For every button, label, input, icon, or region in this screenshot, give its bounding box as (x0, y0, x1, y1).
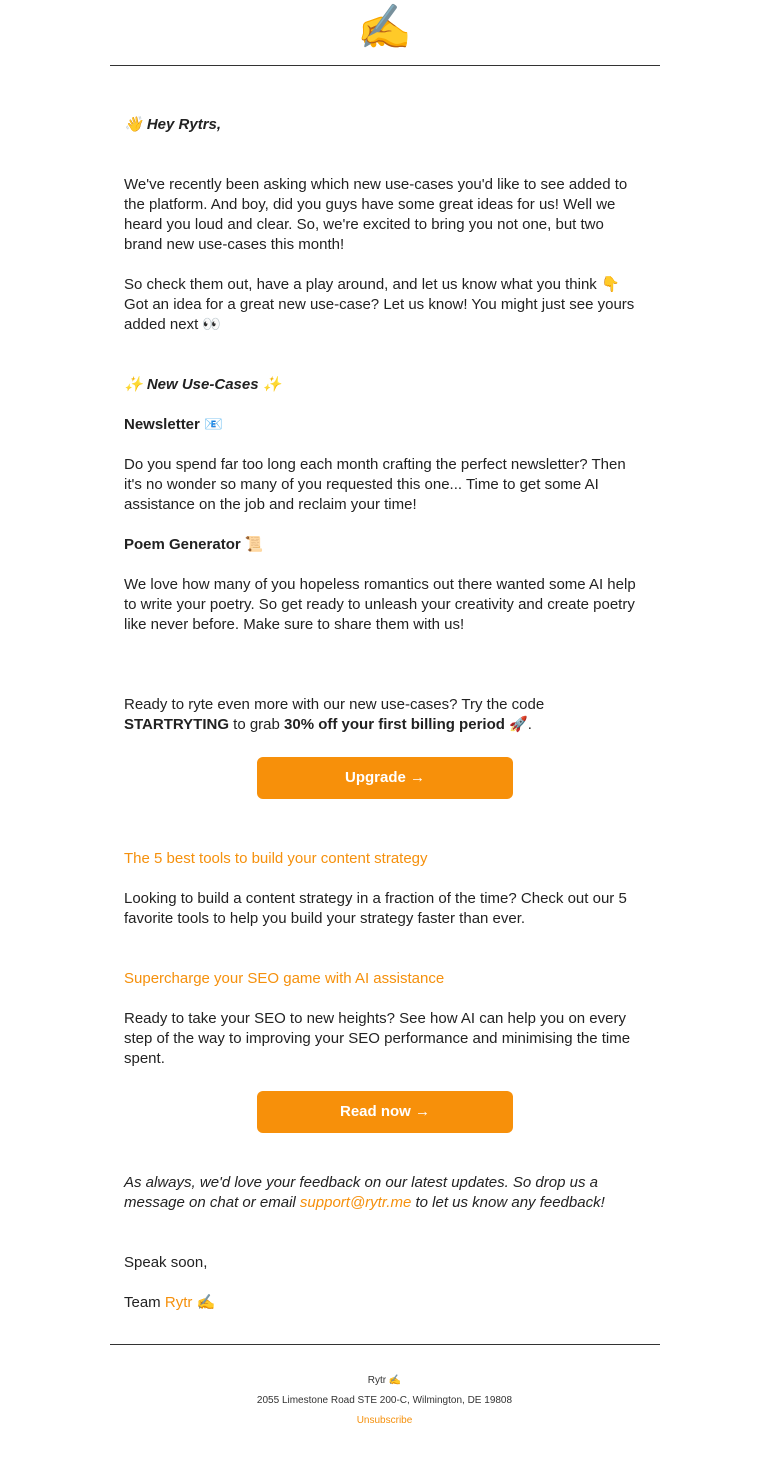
article-2-description: Ready to take your SEO to new heights? See how AI can help you on every step of the way to improving your SEO performance and minimising the time spent. (124, 1010, 631, 1067)
poem-generator-description: We love how many of you hopeless romantics out there wanted some AI help to write your poetry. So get ready to unleash your creativity and create poetry like never before. Make sure to share them with us! (124, 576, 636, 633)
article-2-title (124, 969, 640, 989)
signoff-team (124, 1293, 640, 1313)
read-now-button[interactable]: Read now → (257, 1091, 513, 1133)
poem-generator-title: Poem Generator 📜 (124, 536, 264, 553)
greeting: 👋 Hey Rytrs, (124, 116, 222, 133)
rytr-link[interactable]: Rytr (164, 1294, 193, 1311)
signoff-emoji: ✍️ (192, 1294, 216, 1311)
intro-paragraph-1: We've recently been asking which new use-cases you'd like to see added to the platform. And boy, did you guys have some great ideas for us! Well we heard you loud and clear. So, we're excited to bring you not one, but two brand new use-cases this month! (124, 176, 628, 253)
footer-unsubscribe (0, 1414, 769, 1428)
newsletter-description: Do you spend far too long each month crafting the perfect newsletter? Then it's no wonder so many of you requested this one... Time to get some AI assistance on the job and reclaim your time! (124, 456, 626, 513)
feedback-post: to let us know any feedback! (411, 1194, 605, 1211)
support-email-link[interactable]: support@rytr.me (299, 1194, 412, 1211)
intro-paragraph-2: So check them out, have a play around, and let us know what you think 👇 Got an idea for a great new use-case? Let us know! You might just see yours added next 👀 (124, 276, 635, 333)
upgrade-button[interactable]: Upgrade → (257, 757, 513, 799)
article-2-link[interactable]: Supercharge your SEO game with AI assistance (124, 970, 445, 987)
footer-address: 2055 Limestone Road STE 200-C, Wilmington, DE 19808 (256, 1395, 513, 1406)
promo-offer: 30% off your first billing period (284, 716, 505, 733)
writing-hand-logo: ✍️ (357, 3, 412, 52)
promo-pre: Ready to ryte even more with our new use-cases? Try the code (124, 696, 545, 713)
promo-mid: to grab (229, 716, 285, 733)
promo-code: STARTRYTING (124, 716, 229, 733)
section-title: ✨ New Use-Cases ✨ (124, 376, 282, 393)
newsletter-title: Newsletter 📧 (124, 416, 223, 433)
article-1-title (124, 849, 640, 869)
footer-divider (110, 1344, 660, 1345)
footer-company: Rytr ✍️ (367, 1375, 402, 1386)
promo-paragraph (124, 695, 640, 735)
article-1-description: Looking to build a content strategy in a fraction of the time? Check out our 5 favorite tools to help you build your strategy faster than ever. (124, 890, 627, 927)
signoff-speak: Speak soon, (124, 1254, 208, 1271)
unsubscribe-link[interactable]: Unsubscribe (356, 1415, 413, 1426)
promo-post: 🚀. (504, 716, 532, 733)
header-divider (110, 65, 660, 66)
feedback-paragraph (124, 1173, 640, 1213)
feedback-pre: As always, we'd love your feedback on our latest updates. So drop us a message on chat or email (124, 1174, 598, 1211)
article-1-link[interactable]: The 5 best tools to build your content strategy (124, 850, 428, 867)
signoff-team-label: Team (124, 1294, 165, 1311)
